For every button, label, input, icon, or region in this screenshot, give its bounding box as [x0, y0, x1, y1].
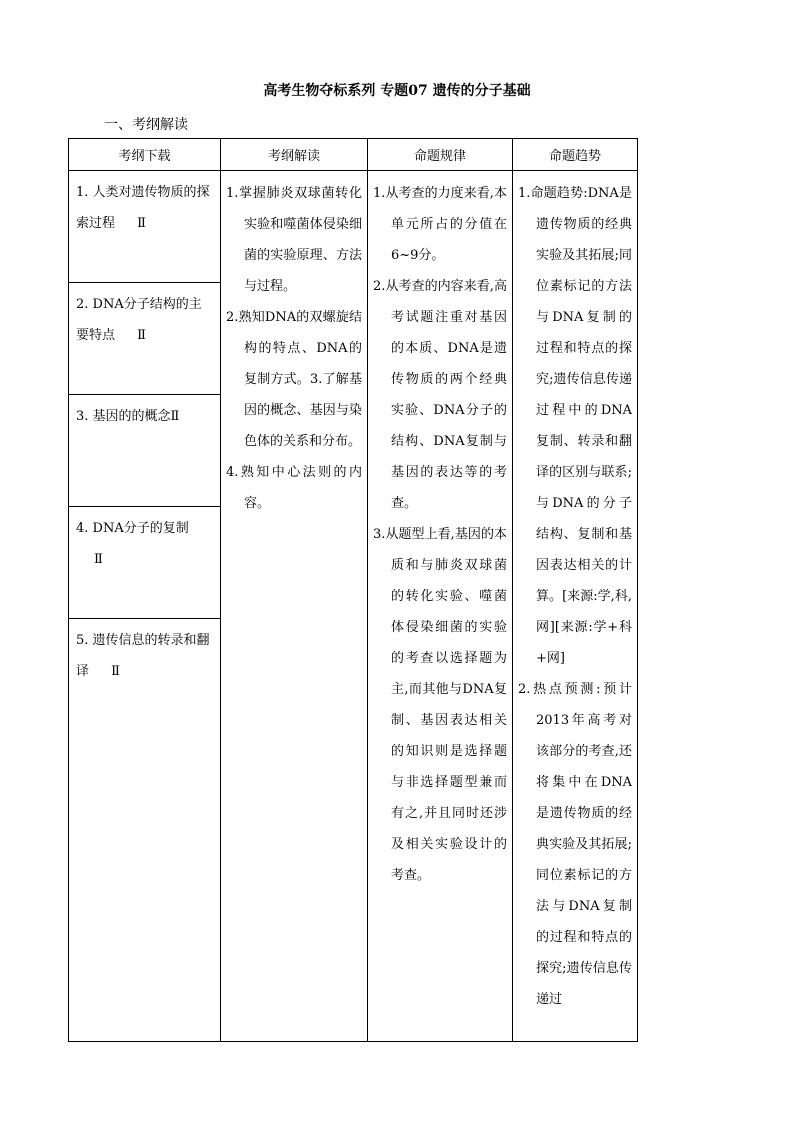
outline-item-text: 5. 遗传信息的转录和翻译: [76, 633, 210, 679]
header-outline-interpretation: 考纲解读: [221, 139, 368, 171]
outline-item-text: 3. 基因的的概念: [76, 409, 171, 424]
trend-item: 2.热点预测:预计2013年高考对该部分的考查,还将集中在DNA是遗传物质的经典实验及其拓展;同位素标记的方法与DNA复制的过程和特点的探究;遗传信息传递过: [518, 682, 632, 1007]
outline-item-level: Ⅱ: [137, 216, 146, 231]
trend-item: 1.命题趋势:DNA是遗传物质的经典实验及其拓展;同位素标记的方法与DNA复制的过程和特点的探究;遗传信息传递过程中的DNA复制、转录和翻译的区别与联系;与DNA的分子结构、复制和基因表达相关的计算。[来源:学,科,网][来源:学+科+网]: [518, 186, 632, 666]
interpretation-item: 2.熟知DNA的双螺旋结构的特点、DNA的复制方式。3.了解基因的概念、基因与染色体的关系和分布。: [226, 310, 362, 449]
interpretation-item: 1.掌握肺炎双球菌转化实验和噬菌体侵染细菌的实验原理、方法与过程。: [226, 186, 362, 294]
outline-item: [69, 507, 220, 619]
outline-item-level: Ⅱ: [170, 409, 180, 424]
outline-item-level: Ⅱ: [111, 664, 120, 679]
outline-cell: [69, 171, 221, 1042]
table-row: [69, 171, 638, 1042]
pattern-item: 1.从考查的力度来看,本单元所占的分值在6~9分。: [373, 186, 507, 263]
outline-item: [69, 171, 220, 283]
outline-item-text: 1. 人类对遗传物质的探索过程: [76, 185, 210, 231]
header-exam-trends: 命题趋势: [513, 139, 638, 171]
outline-item: [69, 283, 220, 395]
pattern-item: 3.从题型上看,基因的本质和与肺炎双球菌的转化实验、噬菌体侵染细菌的实验的考查以选择题为主,而其他与DNA复制、基因表达相关的知识则是选择题与非选择题型兼而有之,并且同时还涉及相关实验设计的考查。: [373, 527, 507, 883]
interpretation-item: 4.熟知中心法则的内容。: [226, 465, 362, 511]
interpretation-cell: [221, 171, 368, 1042]
outline-item-level: Ⅱ: [137, 328, 146, 343]
outline-item: [69, 619, 220, 1041]
table-header-row: [69, 139, 638, 171]
header-exam-patterns: 命题规律: [368, 139, 513, 171]
outline-item: [69, 395, 220, 507]
section-heading: 一、考纲解读: [104, 117, 188, 133]
pattern-item: 2.从考查的内容来看,高考试题注重对基因的本质、DNA是遗传物质的两个经典实验、DNA分子的结构、DNA复制与基因的表达等的考查。: [373, 279, 507, 511]
patterns-cell: [368, 171, 513, 1042]
outline-item-level: Ⅱ: [94, 552, 103, 567]
exam-outline-table: [68, 138, 638, 1042]
document-title: 高考生物夺标系列 专题07 遗传的分子基础: [263, 83, 531, 99]
header-outline-download: 考纲下载: [69, 139, 221, 171]
outline-item-text: 2. DNA分子结构的主要特点: [76, 297, 202, 343]
outline-item-text: 4. DNA分子的复制: [76, 521, 189, 536]
trends-cell: [513, 171, 638, 1042]
